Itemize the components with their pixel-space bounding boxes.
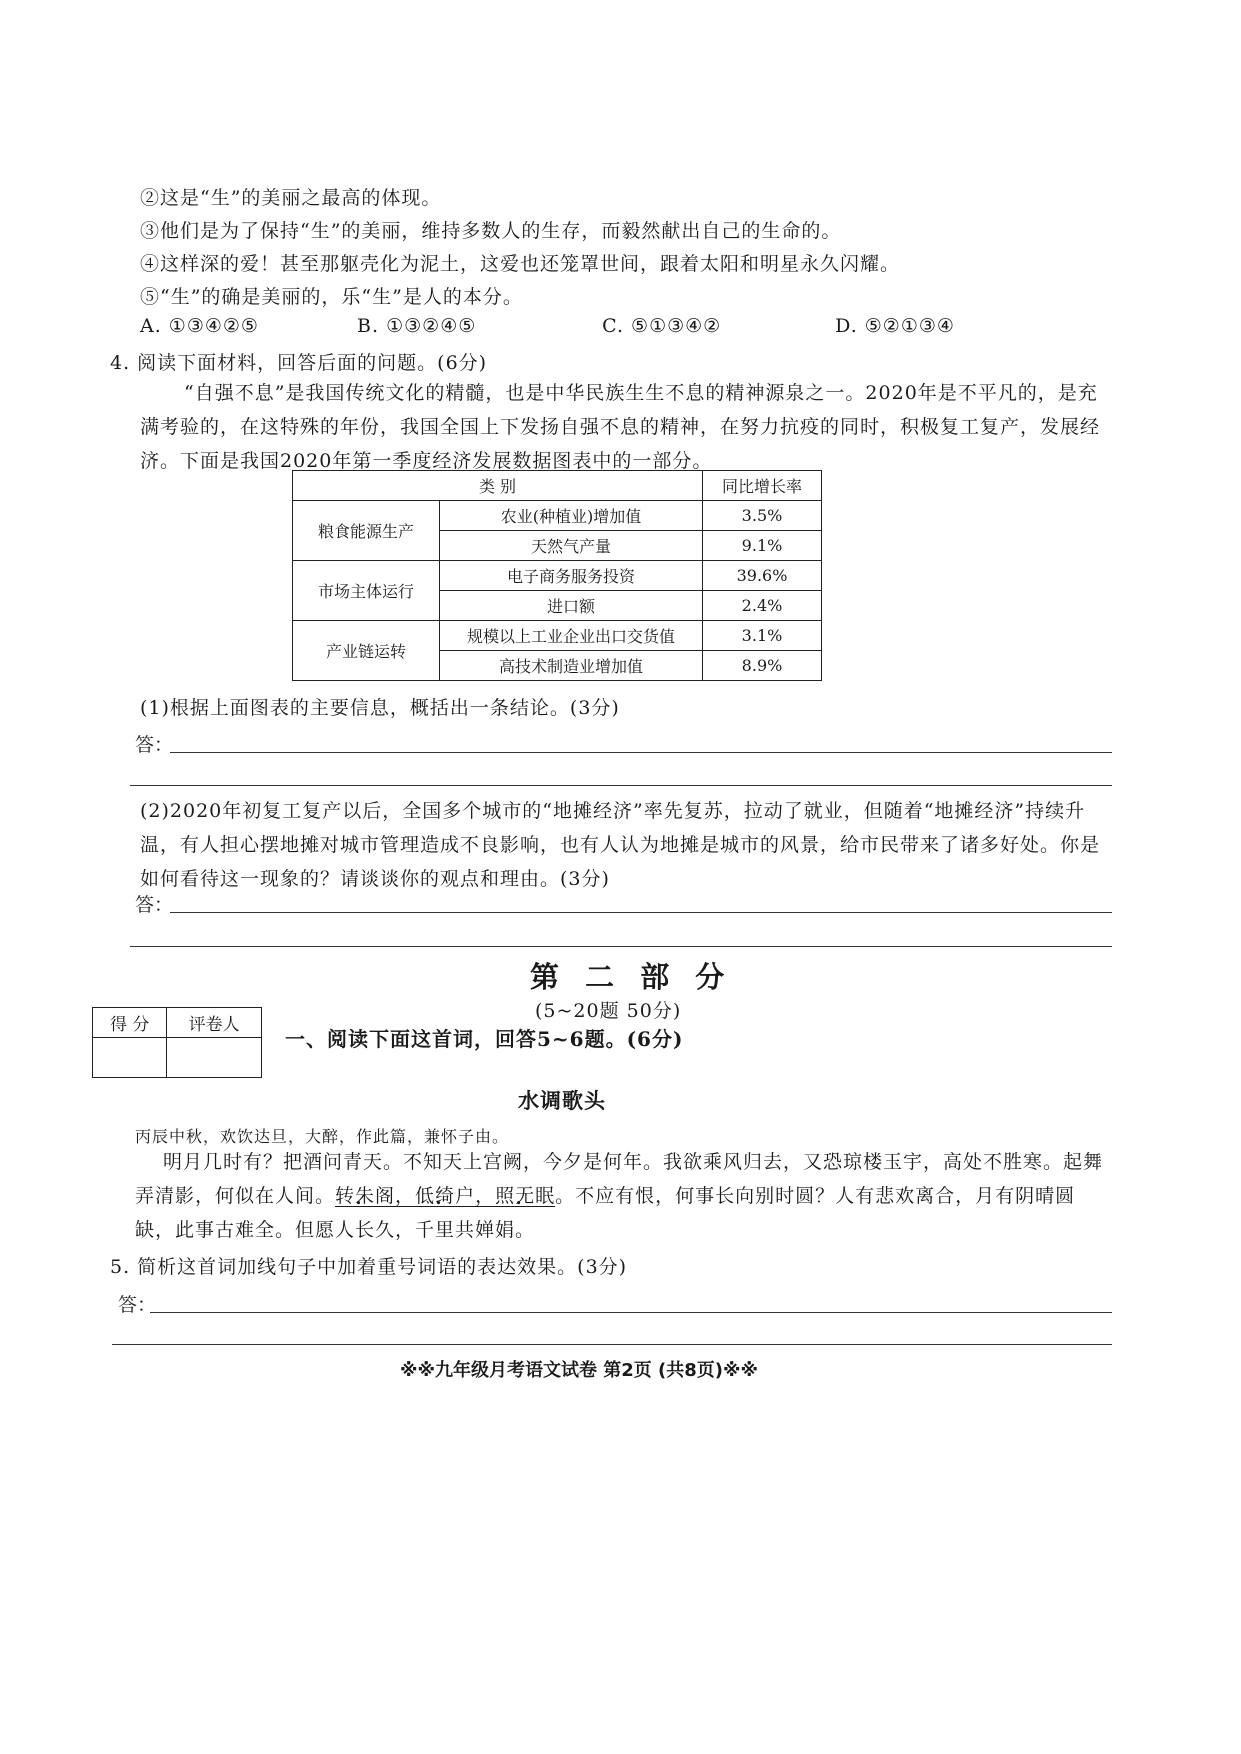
- answer-line[interactable]: [170, 912, 1112, 913]
- q3-item: ⑤“生”的确是美丽的，乐“生”是人的本分。: [140, 286, 523, 308]
- answer-line[interactable]: [170, 752, 1112, 753]
- table-cell-item: 天然气产量: [440, 531, 703, 561]
- poem-underlined-text: 无眠: [515, 1185, 556, 1207]
- table-cell-item: 规模以上工业企业出口交货值: [440, 621, 703, 651]
- answer-line[interactable]: [130, 785, 1112, 786]
- table-header-rate: 同比增长率: [703, 471, 822, 501]
- page-footer: ※※九年级月考语文试卷 第2页 (共8页)※※: [400, 1360, 759, 1381]
- q3-options: [140, 315, 955, 337]
- part-title: 第 二 部 分: [530, 960, 733, 994]
- table-cell-rate: 3.5%: [703, 501, 822, 531]
- table-group: 市场主体运行: [293, 561, 440, 621]
- q5-answer-label: 答：: [118, 1294, 157, 1316]
- q3-item: ②这是“生”的美丽之最高的体现。: [140, 187, 442, 209]
- poem-underlined-text: 绮户，: [435, 1185, 496, 1207]
- table-group: 产业链运转: [293, 621, 440, 681]
- q4-material: “自强不息”是我国传统文化的精髓，也是中华民族生生不息的精神源泉之一。2020年是不平凡的，是充满考验的，在这特殊的年份，我国全国上下发扬自强不息的精神，在努力抗疫的同时，积极复工复产，发展经济。下面是我国2020年第一季度经济发展数据图表中的一部分。: [140, 382, 1101, 472]
- economic-data-table: [292, 470, 822, 681]
- q5-stem: 5. 简析这首词加线句子中加着重号词语的表达效果。(3分): [110, 1256, 628, 1278]
- table-cell-item: 农业(种植业)增加值: [440, 501, 703, 531]
- q4-sub1: (1)根据上面图表的主要信息，概括出一条结论。(3分): [140, 697, 620, 719]
- table-group: 粮食能源生产: [293, 501, 440, 561]
- answer-line[interactable]: [130, 946, 1112, 947]
- emphasis-word: 转: [335, 1185, 356, 1207]
- q3-item: ④这样深的爱！甚至那躯壳化为泥土，这爱也还笼罩世间，跟着太阳和明星永久闪耀。: [140, 253, 901, 275]
- score-header: 得 分: [93, 1008, 167, 1038]
- table-cell-rate: 9.1%: [703, 531, 822, 561]
- q4-sub2-answer-label: 答：: [135, 894, 174, 916]
- table-cell-rate: 2.4%: [703, 591, 822, 621]
- table-cell-rate: 8.9%: [703, 651, 822, 681]
- q3-item: ③他们是为了保持“生”的美丽，维持多数人的生存，而毅然献出自己的生命的。: [140, 220, 842, 242]
- q3-option-c: C. ⑤①③④②: [602, 315, 722, 337]
- emphasis-word: 低: [415, 1185, 436, 1207]
- score-box: [92, 1007, 262, 1078]
- poem-text-a: 明月几时有？把酒问青天。不知天上宫阙，今夕是何年。我欲乘风归去，又恐琼楼玉宇，高处不胜寒。起舞弄清影，何似在人间。: [135, 1151, 1104, 1207]
- q3-option-b: B. ①③②④⑤: [357, 315, 477, 337]
- answer-line[interactable]: [112, 1344, 1112, 1345]
- q3-option-a: A. ①③④②⑤: [140, 315, 259, 337]
- q3-option-d: D. ⑤②①③④: [835, 315, 955, 337]
- poem-underlined-text: 朱阁，: [355, 1185, 416, 1207]
- poem-text: [135, 1145, 1112, 1247]
- grader-cell[interactable]: [167, 1038, 262, 1078]
- poem-title: 水调歌头: [518, 1088, 606, 1113]
- table-cell-item: 高技术制造业增加值: [440, 651, 703, 681]
- poem-text-b: 。不应有恨，何事长向别时圆？人有悲欢离合，月有阴晴圆缺，此事古难全。但愿人长久，千里共婵娟。: [135, 1185, 1076, 1241]
- grader-header: 评卷人: [167, 1008, 262, 1038]
- q4-stem: 4. 阅读下面材料，回答后面的问题。(6分): [110, 352, 488, 374]
- q4-sub2: (2)2020年初复工复产以后，全国多个城市的“地摊经济”率先复苏，拉动了就业，但随着“地摊经济”持续升温，有人担心摆地摊对城市管理造成不良影响，也有人认为地摊是城市的风景，给市民带来了诸多好处。你是如何看待这一现象的？请谈谈你的观点和理由。(3分): [140, 800, 1101, 890]
- table-cell-rate: 39.6%: [703, 561, 822, 591]
- emphasis-word: 照: [495, 1185, 516, 1207]
- q4-sub1-answer-label: 答：: [135, 734, 174, 756]
- table-cell-item: 电子商务服务投资: [440, 561, 703, 591]
- table-cell-item: 进口额: [440, 591, 703, 621]
- answer-line[interactable]: [150, 1312, 1112, 1313]
- poem-underlined-line: [335, 1185, 555, 1207]
- table-cell-rate: 3.1%: [703, 621, 822, 651]
- table-header-category: 类 别: [293, 471, 703, 501]
- section-1-heading: 一、阅读下面这首词，回答5~6题。(6分): [285, 1027, 684, 1051]
- score-cell[interactable]: [93, 1038, 167, 1078]
- poem-preface: 丙辰中秋，欢饮达旦，大醉，作此篇，兼怀子由。: [135, 1127, 510, 1146]
- part-subtitle: (5~20题 50分): [535, 1000, 682, 1022]
